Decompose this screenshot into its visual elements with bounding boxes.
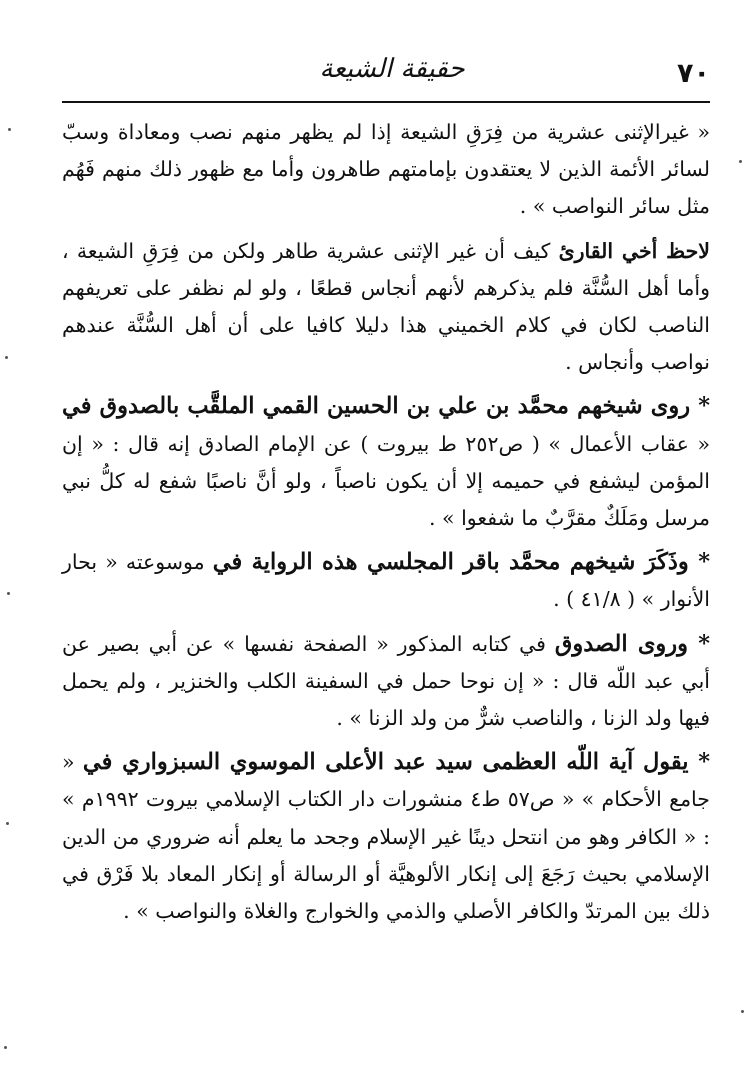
paragraph-saduq-nuh <box>62 626 710 738</box>
paragraph-text: « عقاب الأعمال » ( ص٢٥٢ ط بيروت ) عن الإمام الصادق إنه قال : « إن المؤمن ليشفع في حميمه إلا أن يكون ناصباً ، ولو أنَّ ناصبًا شفع له كلُّ نبي مرسل ومَلَكٌ مقرَّبٌ ما شفعوا » . <box>62 431 710 531</box>
paragraph-lead: * روى شيخهم محمَّد بن علي بن الحسين القمي الملقَّب بالصدوق في <box>62 393 710 420</box>
paragraph-saduq-iqab <box>62 388 710 537</box>
paragraph-text: « غيرالإثنى عشرية من فِرَقِ الشيعة إذا لم يظهر منهم نصب ومعاداة وسبّ لسائر الأئمة الذين لا يعتقدون بإمامتهم طاهرون وأما مع ظهور ذلك منهم فَهُم مثل سائر النواصب » . <box>62 120 710 219</box>
scan-speck <box>8 128 11 131</box>
scan-speck <box>741 1010 744 1013</box>
paragraph-text: في كتابه المذكور « الصفحة نفسها » عن أبي بصير عن أبي عبد اللّه قال : « إن نوحا حمل في السفينة الكلب والخنزير ، ولم يحمل فيها ولد الزنا ، والناصب شرٌّ من ولد الزنا » . <box>62 631 710 731</box>
scan-speck <box>4 1046 7 1049</box>
paragraph-majlisi <box>62 544 710 618</box>
scan-speck <box>7 592 10 595</box>
scan-speck <box>6 822 9 825</box>
scan-speck <box>739 160 742 163</box>
paragraph-lead: لاحظ أخي القارئ <box>558 238 710 263</box>
paragraph-lead: * وروى الصدوق <box>554 630 710 657</box>
paragraph-text: موسوعته « بحار الأنوار » ( ٤١/٨ ) . <box>62 550 710 612</box>
page-header <box>62 52 710 98</box>
paragraph-quote-khomeini <box>62 114 710 226</box>
paragraph-lead: * وذَكَرَ شيخهم محمَّد باقر المجلسي هذه الرواية في <box>212 549 710 576</box>
page-number: ٧٠ <box>677 58 710 89</box>
header-rule <box>62 101 710 103</box>
paragraph-text: « جامع الأحكام » « ص٥٧ ط٤ منشورات دار الكتاب الإسلامي بيروت ١٩٩٢م » : « الكافر وهو من انتحل دينًا غير الإسلام وجحد ما يعلم أنه ضروري من الدين الإسلامي بحيث رَجَعَ إلى إنكار الألوهيَّة أو الرسالة أو إنكار المعاد بلا فَرْق في ذلك بين المرتدّ والكافر الأصلي والذمي والخوارج والغلاة والنواصب » . <box>62 750 710 924</box>
paragraph-text: كيف أن غير الإثنى عشرية طاهر ولكن من فِرَقِ الشيعة ، وأما أهل السُّنَّة فلم يذكرهم لأنهم أنجاس قطعًا ، ولو لم نظفر على تعريفهم الناصب لكان في كلام الخميني هذا دليلا كافيا على أن أهل السُّنَّة عندهم نواصب وأنجاس . <box>62 238 710 375</box>
paragraph-sabzawari <box>62 744 710 930</box>
scan-speck <box>5 356 8 359</box>
paragraph-lead: * يقول آية اللّه العظمى سيد عبد الأعلى الموسوي السبزواري في <box>82 749 711 776</box>
paragraph-note-reader <box>62 233 710 382</box>
running-title: حقيقة الشيعة <box>319 54 465 84</box>
page-body <box>62 114 710 937</box>
